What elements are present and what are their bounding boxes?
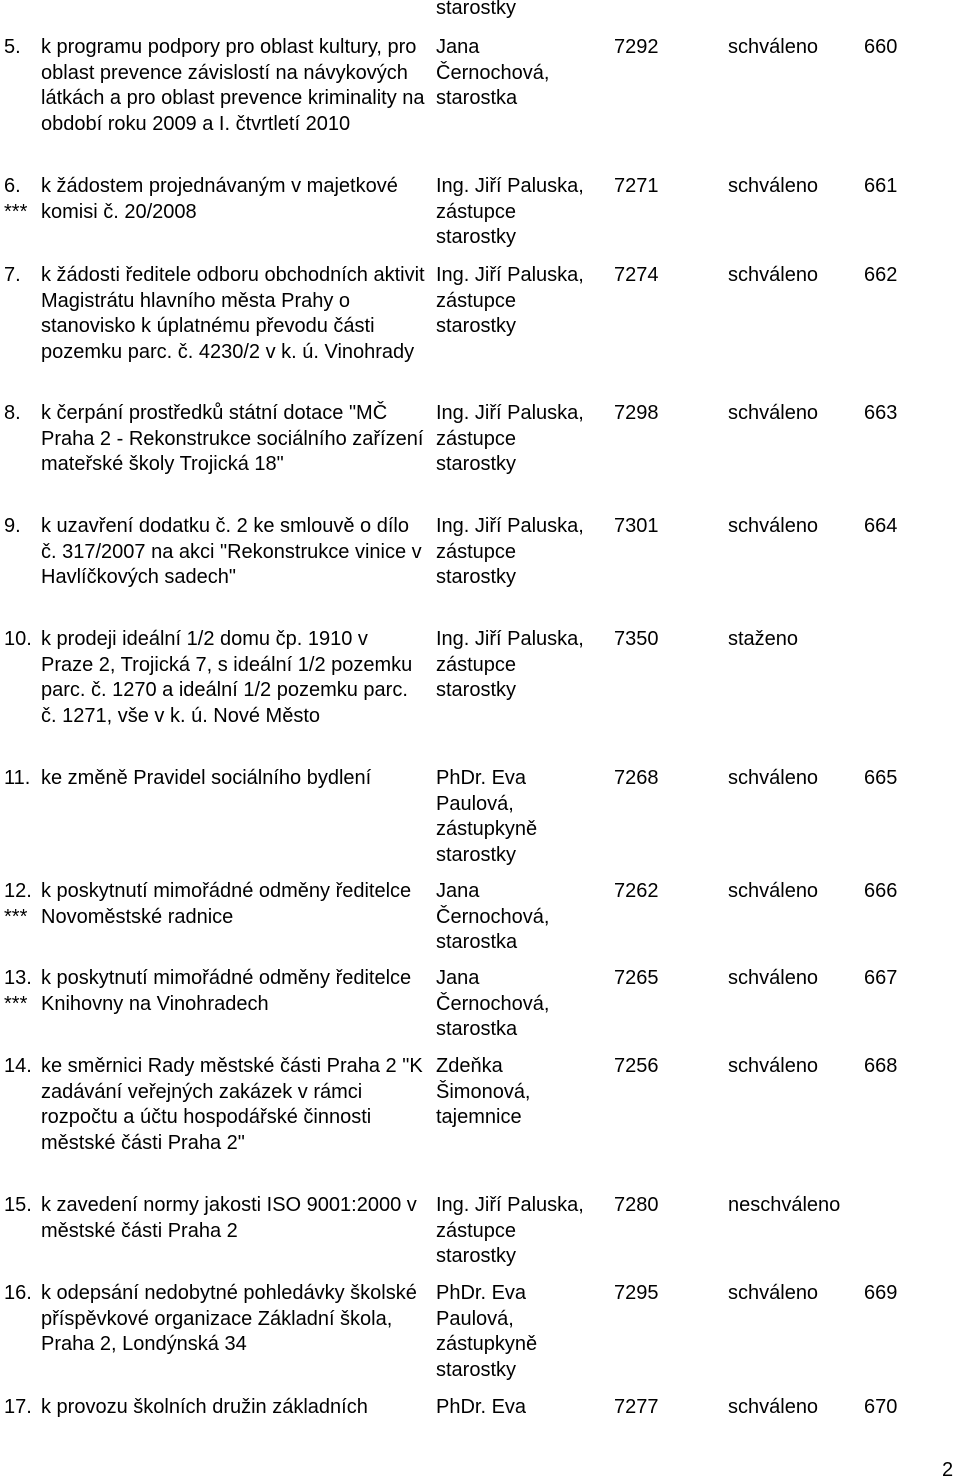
item-number [4, 263, 40, 289]
vote-result: schváleno [728, 1282, 819, 1304]
item-number [4, 627, 40, 653]
presenter-line: Černochová, [436, 992, 550, 1015]
vote-result: neschváleno [728, 1194, 841, 1216]
item-number-label: 6. [4, 175, 21, 197]
document-number: 7350 [614, 628, 659, 650]
resolution-number: 669 [864, 1282, 898, 1304]
presenter-line: starostky [436, 315, 517, 337]
item-number [4, 1281, 40, 1307]
item-number-label: 17. [4, 1396, 32, 1418]
item-number-label: 8. [4, 402, 21, 424]
presenter-line: PhDr. Eva [436, 1282, 527, 1304]
item-number-label: 16. [4, 1282, 32, 1304]
vote-result: schváleno [728, 175, 819, 197]
vote-result: schváleno [728, 402, 819, 424]
item-subject: k odepsání nedobytné pohledávky školské příspěvkové organizace Základní škola, Praha 2, Londýnská 34 [41, 1282, 417, 1355]
item-subject: ke směrnici Rady městské části Praha 2 "K zadávání veřejných zakázek v rámci rozpočtu a účtu hospodářské činnosti městské části Praha 2" [41, 1055, 423, 1154]
presenter-line: Ing. Jiří Paluska, [436, 1194, 584, 1216]
item-number-label: 5. [4, 36, 21, 58]
item-number [4, 514, 40, 540]
item-number-label: 14. [4, 1055, 32, 1077]
item-presenter [436, 514, 612, 591]
presenter-line: Jana [436, 36, 480, 58]
confidential-marker: *** [4, 905, 28, 928]
item-subject: k poskytnutí mimořádné odměny ředitelce Knihovny na Vinohradech [41, 967, 412, 1015]
vote-result: schváleno [728, 1055, 819, 1077]
document-number: 7265 [614, 967, 659, 989]
resolution-number: 666 [864, 880, 898, 902]
page-number: 2 [942, 1459, 954, 1481]
presenter-line: Černochová, [436, 61, 550, 84]
vote-result: schváleno [728, 1396, 819, 1418]
document-number: 7268 [614, 767, 659, 789]
confidential-marker: *** [4, 200, 28, 223]
presenter-line: Paulová, [436, 792, 514, 815]
resolution-number: 665 [864, 767, 898, 789]
item-subject: k programu podpory pro oblast kultury, pro oblast prevence závislostí na návykových látkách a pro oblast prevence kriminality na období roku 2009 a I. čtvrtletí 2010 [41, 36, 425, 135]
presenter-line: Ing. Jiří Paluska, [436, 402, 584, 424]
confidential-marker: *** [4, 992, 28, 1015]
vote-result: schváleno [728, 880, 819, 902]
item-number [4, 401, 40, 427]
presenter-line: zástupkyně [436, 1333, 538, 1355]
presenter-line: zástupce [436, 1219, 517, 1242]
item-number [4, 879, 40, 930]
item-number-label: 12. [4, 880, 32, 902]
resolution-number: 661 [864, 175, 898, 197]
vote-result: schváleno [728, 767, 819, 789]
vote-result: schváleno [728, 36, 819, 58]
resolution-number: 668 [864, 1055, 898, 1077]
item-presenter [436, 627, 612, 704]
presenter-line: Ing. Jiří Paluska, [436, 515, 584, 537]
item-subject: k provozu školních družin základních [41, 1396, 368, 1418]
presenter-line: zástupkyně [436, 818, 538, 840]
document-number: 7295 [614, 1282, 659, 1304]
presenter-line: Ing. Jiří Paluska, [436, 628, 584, 650]
vote-result: schváleno [728, 967, 819, 989]
item-presenter [436, 401, 612, 478]
item-number-label: 13. [4, 967, 32, 989]
item-presenter [436, 1395, 612, 1421]
presenter-line: starostka [436, 931, 518, 953]
vote-result: schváleno [728, 515, 819, 537]
vote-result: schváleno [728, 264, 819, 286]
document-number: 7274 [614, 264, 659, 286]
item-number [4, 1054, 40, 1080]
presenter-line: starostky [436, 843, 517, 866]
item-presenter [436, 766, 612, 868]
item-presenter [436, 1054, 612, 1131]
presenter-line: starostka [436, 1018, 518, 1040]
presenter-line: starostky [436, 226, 517, 248]
item-number [4, 174, 40, 225]
presenter-line: starostky [436, 1358, 517, 1381]
item-number-label: 10. [4, 628, 32, 650]
item-subject: k uzavření dodatku č. 2 ke smlouvě o dílo č. 317/2007 na akci "Rekonstrukce vinice v Havlíčkových sadech" [41, 515, 422, 588]
presenter-line: Ing. Jiří Paluska, [436, 264, 584, 286]
document-number: 7292 [614, 36, 659, 58]
item-number [4, 1395, 40, 1421]
presenter-line: starostky [436, 1245, 517, 1267]
item-presenter [436, 35, 612, 112]
presenter-line: PhDr. Eva [436, 767, 527, 789]
presenter-line: starostka [436, 87, 518, 109]
resolution-number: 670 [864, 1396, 898, 1418]
presenter-line: Šimonová, [436, 1080, 531, 1103]
presenter-line: starostky [436, 679, 517, 701]
item-number-label: 9. [4, 515, 21, 537]
presenter-line: Jana [436, 880, 480, 902]
item-subject: k prodeji ideální 1/2 domu čp. 1910 v Praze 2, Trojická 7, s ideální 1/2 pozemku parc. č. 1270 a ideální 1/2 pozemku parc. č. 1271, vše v k. ú. Nové Město [41, 628, 413, 727]
presenter-line: Paulová, [436, 1307, 514, 1330]
document-number: 7256 [614, 1055, 659, 1077]
presenter-line: Ing. Jiří Paluska, [436, 175, 584, 197]
resolution-number: 662 [864, 264, 898, 286]
document-number: 7298 [614, 402, 659, 424]
resolution-number: 663 [864, 402, 898, 424]
document-number: 7271 [614, 175, 659, 197]
presenter-line: zástupce [436, 427, 517, 450]
carryover-presenter-text: starostky [436, 0, 517, 19]
item-subject: k žádosti ředitele odboru obchodních aktivit Magistrátu hlavního města Prahy o stanovisko k úplatnému převodu části pozemku parc. č. 4230/2 v k. ú. Vinohrady [41, 264, 425, 363]
presenter-line: starostky [436, 453, 517, 475]
item-presenter [436, 966, 612, 1043]
resolution-number: 660 [864, 36, 898, 58]
presenter-line: PhDr. Eva [436, 1396, 527, 1418]
presenter-line: Jana [436, 967, 480, 989]
presenter-line: tajemnice [436, 1106, 522, 1128]
item-presenter [436, 263, 612, 340]
presenter-line: zástupce [436, 200, 517, 223]
item-subject: k poskytnutí mimořádné odměny ředitelce Novoměstské radnice [41, 880, 412, 928]
item-number-label: 7. [4, 264, 21, 286]
item-subject: k žádostem projednávaným v majetkové komisi č. 20/2008 [41, 175, 398, 223]
item-number-label: 15. [4, 1194, 32, 1216]
presenter-line: Zdeňka [436, 1055, 503, 1077]
item-number [4, 35, 40, 61]
resolution-number: 667 [864, 967, 898, 989]
item-subject: k čerpání prostředků státní dotace "MČ Praha 2 - Rekonstrukce sociálního zařízení mateřské školy Trojická 18" [41, 402, 424, 475]
presenter-line: Černochová, [436, 905, 550, 928]
vote-result: staženo [728, 628, 799, 650]
document-number: 7301 [614, 515, 659, 537]
item-number [4, 1193, 40, 1219]
presenter-line: zástupce [436, 289, 517, 312]
document-number: 7280 [614, 1194, 659, 1216]
presenter-line: zástupce [436, 540, 517, 563]
resolution-number: 664 [864, 515, 898, 537]
item-subject: k zavedení normy jakosti ISO 9001:2000 v městské části Praha 2 [41, 1194, 417, 1242]
item-number-label: 11. [4, 767, 31, 789]
document-number: 7262 [614, 880, 659, 902]
document-number: 7277 [614, 1396, 659, 1418]
item-number [4, 766, 40, 792]
item-subject: ke změně Pravidel sociálního bydlení [41, 767, 372, 789]
item-presenter [436, 1281, 612, 1383]
item-presenter [436, 1193, 612, 1270]
item-number [4, 966, 40, 1017]
item-presenter [436, 879, 612, 956]
presenter-line: starostky [436, 566, 517, 588]
presenter-line: zástupce [436, 653, 517, 676]
item-presenter [436, 174, 612, 251]
